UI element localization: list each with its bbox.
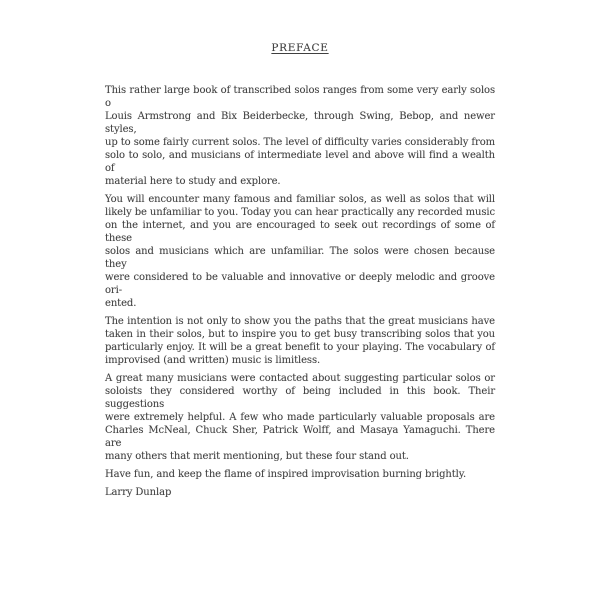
text-line: Louis Armstrong and Bix Beiderbecke, through Swing, Bebop, and newer styles, bbox=[105, 111, 495, 135]
text-line: This rather large book of transcribed solos ranges from some very early solos o bbox=[105, 85, 495, 109]
text-line: solos and musicians which are unfamiliar. The solos were chosen because they bbox=[105, 246, 495, 270]
text-line: The intention is not only to show you the paths that the great musicians have bbox=[105, 316, 495, 327]
text-line: material here to study and explore. bbox=[105, 176, 281, 187]
text-line: taken in their solos, but to inspire you to get busy transcribing solos that you bbox=[105, 329, 495, 340]
text-line: many others that merit mentioning, but these four stand out. bbox=[105, 451, 409, 462]
text-line: soloists they considered worthy of being included in this book. Their suggestions bbox=[105, 386, 495, 410]
text-line: were considered to be valuable and innovative or deeply melodic and groove ori- bbox=[105, 272, 495, 296]
text-line: were extremely helpful. A few who made particularly valuable proposals are bbox=[105, 412, 495, 423]
text-line: You will encounter many famous and familiar solos, as well as solos that will bbox=[105, 194, 495, 205]
text-line: A great many musicians were contacted about suggesting particular solos or bbox=[105, 373, 495, 384]
paragraph bbox=[105, 468, 495, 481]
paragraph bbox=[105, 315, 495, 367]
text-line: solo to solo, and musicians of intermediate level and above will find a wealth of bbox=[105, 150, 495, 174]
page-title-row bbox=[0, 36, 600, 55]
text-line: up to some fairly current solos. The level of difficulty varies considerably from bbox=[105, 137, 495, 148]
text-line: Charles McNeal, Chuck Sher, Patrick Wolff, and Masaya Yamaguchi. There are bbox=[105, 425, 495, 449]
paragraph bbox=[105, 372, 495, 463]
preface-text bbox=[105, 84, 495, 504]
text-line: particularly enjoy. It will be a great benefit to your playing. The vocabulary of bbox=[105, 342, 495, 353]
text-line: likely be unfamiliar to you. Today you can hear practically any recorded music bbox=[105, 207, 496, 218]
text-line: on the internet, and you are encouraged to seek out recordings of some of these bbox=[105, 220, 495, 244]
page-title: PREFACE bbox=[271, 42, 329, 54]
paragraph bbox=[105, 84, 495, 188]
text-line: ented. bbox=[105, 298, 137, 309]
text-line: improvised (and written) music is limitless. bbox=[105, 355, 321, 366]
text-line: Have fun, and keep the flame of inspired improvisation burning brightly. bbox=[105, 469, 467, 480]
signature: Larry Dunlap bbox=[105, 487, 172, 498]
paragraph bbox=[105, 193, 495, 310]
